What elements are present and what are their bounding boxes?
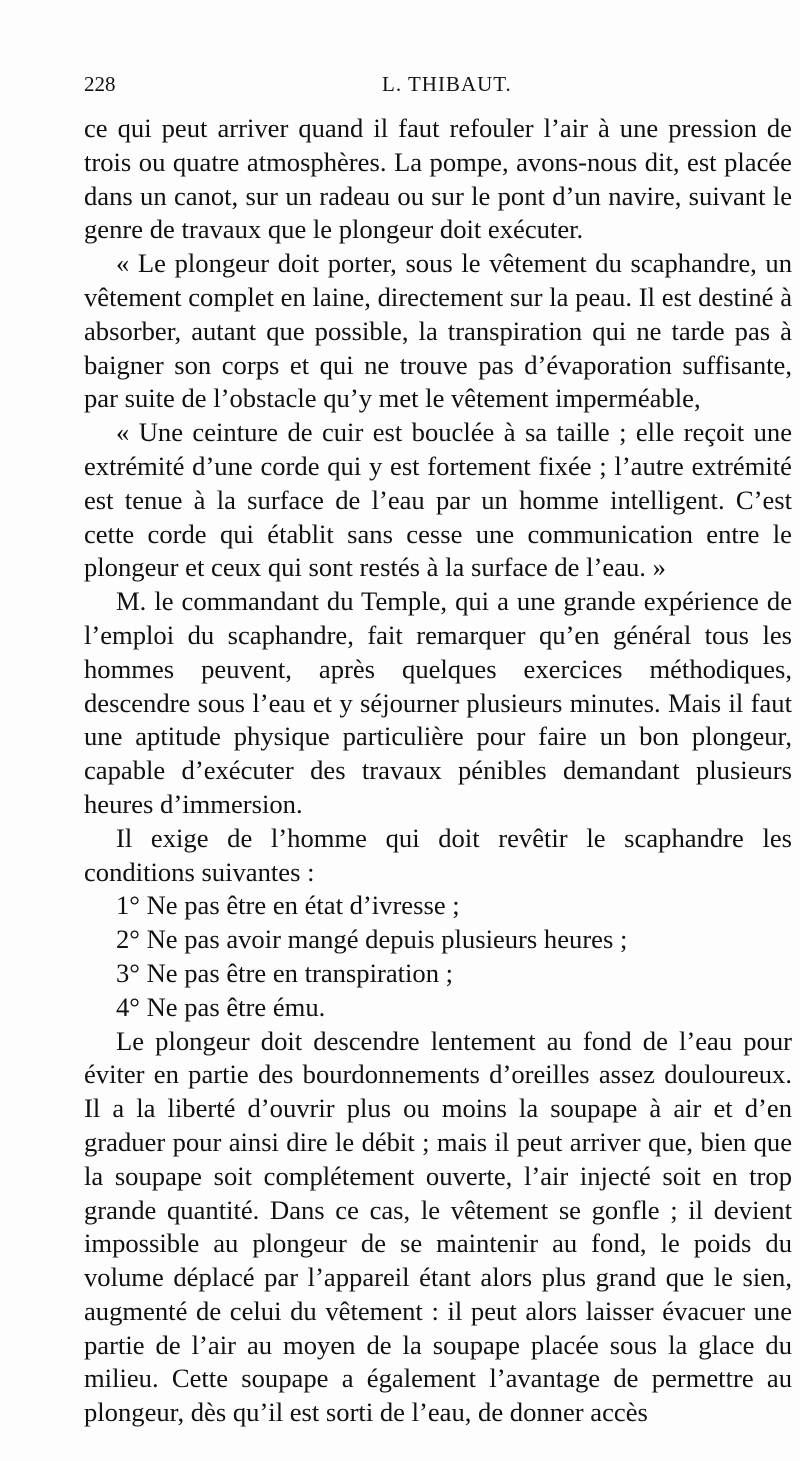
paragraph-conditions-intro: Il exige de l’homme qui doit revêtir le scaphandre les conditions suivantes :	[84, 822, 792, 887]
paragraph-descent: Le plongeur doit descendre lentement au fond de l’eau pour éviter en partie des bourdonnements d’oreilles assez douloureux. Il a la liberté d’ouvrir plus ou moins la soupape à air et d’en graduer pour ainsi dire le débit ; mais il peut arriver que, bien que la soupape soit complétement ouverte, l’air injecté soit en trop grande quantité. Dans ce cas, le vêtement se gonfle ; il devient impossible au plongeur de se maintenir au fond, le poids du volume déplacé par l’appareil étant alors plus grand que le sien, augmenté de celui du vêtement : il peut alors laisser évacuer une partie de l’air au moyen de la soupape placée sous la glace du milieu. Cette soupape a également l’avantage de permettre au plongeur, dès qu’il est sorti de l’eau, de donner accès	[84, 1025, 792, 1428]
condition-item: 2° Ne pas avoir mangé depuis plusieurs heures ;	[116, 924, 628, 955]
running-head: L. THIBAUT.	[382, 72, 512, 96]
condition-item: 3° Ne pas être en transpiration ;	[116, 957, 454, 988]
condition-item: 1° Ne pas être en état d’ivresse ;	[116, 890, 460, 921]
body-text	[84, 112, 792, 1430]
paragraph-intro: ce qui peut arriver quand il faut refouler l’air à une pression de trois ou quatre atmosphères. La pompe, avons-nous dit, est placée dans un canot, sur un radeau ou sur le pont d’un navire, suivant le genre de travaux que le plongeur doit exécuter.	[84, 113, 792, 245]
paragraph-wool-garment: « Le plongeur doit porter, sous le vêtement du scaphandre, un vêtement complet en laine, directement sur la peau. Il est destiné à absorber, autant que possible, la transpiration qui ne tarde pas à baigner son corps et qui ne trouve pas d’évaporation suffisante, par suite de l’obstacle qu’y met le vêtement imperméable,	[84, 248, 792, 414]
condition-item: 4° Ne pas être ému.	[116, 991, 326, 1022]
paragraph-commandant-temple: M. le commandant du Temple, qui a une grande expérience de l’emploi du scaphandre, fait remarquer qu’en général tous les hommes peuvent, après quelques exercices méthodiques, descendre sous l’eau et y séjourner plusieurs minutes. Mais il faut une aptitude physique particulière pour faire un bon plongeur, capable d’exécuter des travaux pénibles demandant plusieurs heures d’immersion.	[84, 586, 792, 819]
page-number: 228	[84, 72, 116, 96]
paragraph-leather-belt: « Une ceinture de cuir est bouclée à sa taille ; elle reçoit une extrémité d’une corde qui y est fortement fixée ; l’autre extrémité est tenue à la surface de l’eau par un homme intelligent. C’est cette corde qui établit sans cesse une communication entre le plongeur et ceux qui sont restés à la surface de l’eau. »	[84, 417, 792, 583]
page-header	[84, 72, 740, 108]
